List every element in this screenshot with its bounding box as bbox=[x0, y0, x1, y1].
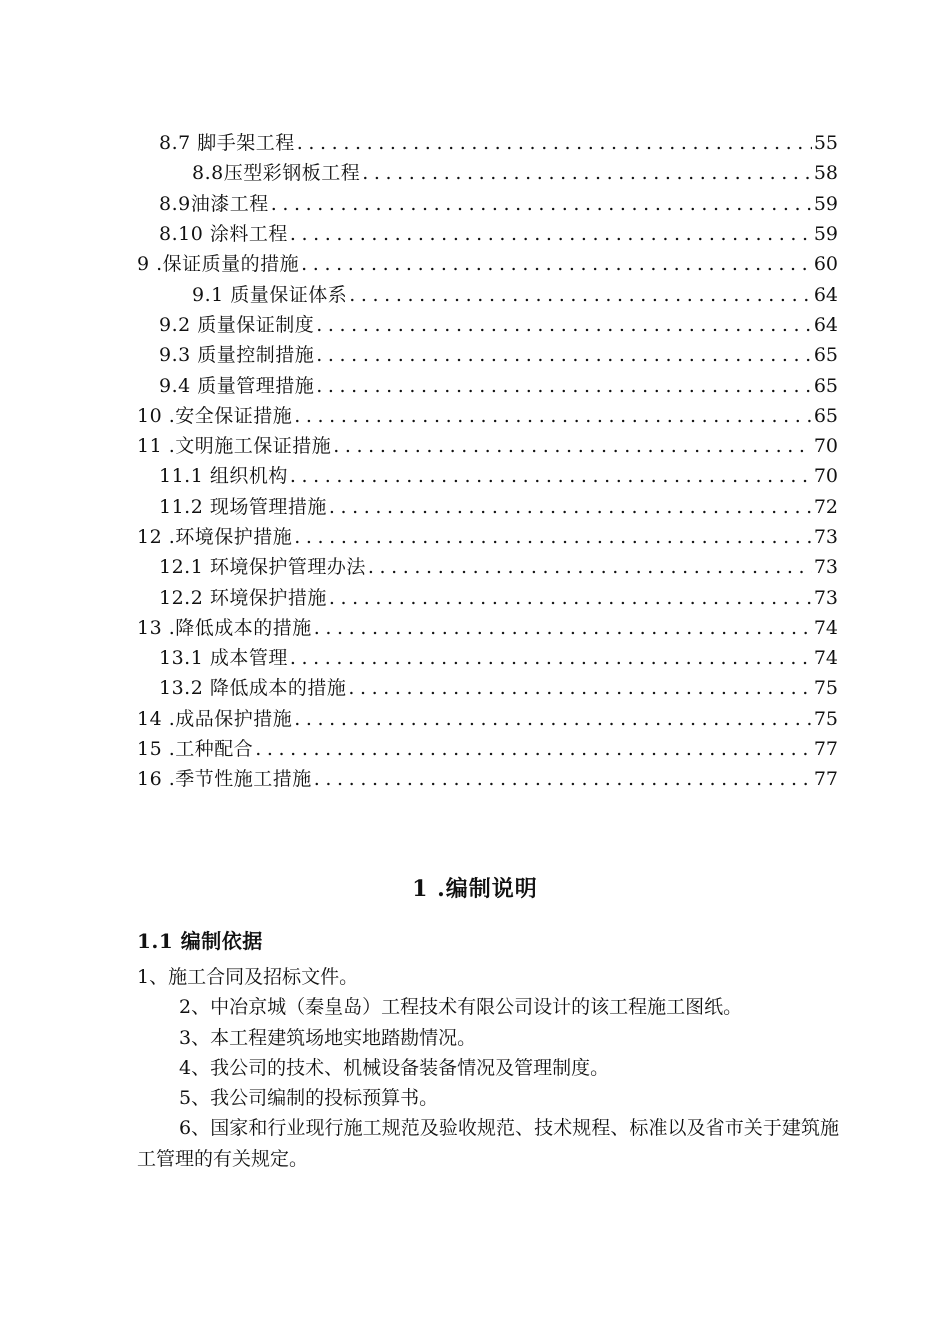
toc-entry[interactable] bbox=[137, 492, 838, 522]
toc-leader-dots bbox=[329, 583, 812, 613]
toc-entry[interactable] bbox=[137, 128, 838, 158]
toc-entry-title: 10 .安全保证措施 bbox=[137, 404, 293, 427]
chapter-title: 1 .编制说明 bbox=[412, 876, 538, 902]
toc-leader-dots bbox=[294, 522, 812, 552]
toc-leader-dots bbox=[290, 219, 812, 249]
basis-item: 5、我公司编制的投标预算书。 bbox=[179, 1087, 439, 1110]
toc-entry-title: 15 .工种配合 bbox=[137, 738, 254, 761]
toc-leader-dots bbox=[290, 643, 812, 673]
toc-entry-title: 13.2 降低成本的措施 bbox=[159, 677, 347, 700]
toc-entry-page: 55 bbox=[813, 132, 838, 155]
toc-entry-title: 9.1 质量保证体系 bbox=[192, 283, 348, 306]
toc-entry-title: 9.2 质量保证制度 bbox=[159, 313, 315, 336]
toc-leader-dots bbox=[294, 704, 812, 734]
toc-entry-title: 8.8压型彩钢板工程 bbox=[192, 162, 361, 185]
toc-entry-page: 65 bbox=[813, 374, 838, 397]
toc-entry[interactable] bbox=[137, 764, 838, 794]
toc-leader-dots bbox=[290, 461, 812, 491]
toc-entry-page: 65 bbox=[813, 404, 838, 427]
toc-leader-dots bbox=[349, 280, 812, 310]
toc-entry[interactable] bbox=[137, 704, 838, 734]
basis-item: 3、本工程建筑场地实地踏勘情况。 bbox=[179, 1026, 477, 1049]
toc-leader-dots bbox=[329, 492, 812, 522]
toc-leader-dots bbox=[314, 613, 812, 643]
toc-entry[interactable] bbox=[137, 522, 838, 552]
toc-leader-dots bbox=[301, 249, 812, 279]
toc-entry-page: 70 bbox=[813, 465, 838, 488]
toc-entry[interactable] bbox=[137, 673, 838, 703]
section-body bbox=[137, 962, 839, 1174]
toc-entry-title: 12.1 环境保护管理办法 bbox=[159, 556, 366, 579]
toc-entry[interactable] bbox=[137, 279, 838, 309]
toc-entry-page: 64 bbox=[813, 283, 838, 306]
toc-entry[interactable] bbox=[137, 401, 838, 431]
toc-entry[interactable] bbox=[137, 219, 838, 249]
toc-entry[interactable] bbox=[137, 461, 838, 491]
toc-leader-dots bbox=[333, 431, 812, 461]
toc-entry-page: 73 bbox=[813, 556, 838, 579]
toc-entry[interactable] bbox=[137, 431, 838, 461]
toc-entry-page: 70 bbox=[813, 435, 838, 458]
toc-entry-title: 11.2 现场管理措施 bbox=[159, 495, 327, 518]
toc-entry-page: 58 bbox=[813, 162, 838, 185]
toc-leader-dots bbox=[314, 764, 812, 794]
toc-leader-dots bbox=[294, 401, 812, 431]
toc-entry-title: 11 .文明施工保证措施 bbox=[137, 435, 332, 458]
toc-leader-dots bbox=[348, 673, 811, 703]
toc-leader-dots bbox=[362, 158, 812, 188]
toc-entry[interactable] bbox=[137, 310, 838, 340]
basis-item: 2、中冶京城（秦皇岛）工程技术有限公司设计的该工程施工图纸。 bbox=[179, 996, 743, 1019]
toc-entry-page: 60 bbox=[813, 253, 838, 276]
toc-entry[interactable] bbox=[137, 552, 838, 582]
toc-entry[interactable] bbox=[137, 734, 838, 764]
toc-entry[interactable] bbox=[137, 643, 838, 673]
section-title: 1.1 编制依据 bbox=[137, 929, 263, 953]
basis-item: 4、我公司的技术、机械设备装备情况及管理制度。 bbox=[179, 1056, 610, 1079]
toc-entry-title: 12.2 环境保护措施 bbox=[159, 586, 327, 609]
toc-entry-page: 74 bbox=[813, 616, 838, 639]
table-of-contents bbox=[137, 128, 838, 795]
toc-entry-page: 75 bbox=[813, 707, 838, 730]
toc-entry-title: 9.4 质量管理措施 bbox=[159, 374, 315, 397]
toc-entry-title: 14 .成品保护措施 bbox=[137, 707, 293, 730]
toc-entry-page: 64 bbox=[813, 313, 838, 336]
toc-entry-title: 13 .降低成本的措施 bbox=[137, 616, 312, 639]
toc-entry[interactable] bbox=[137, 249, 838, 279]
toc-leader-dots bbox=[316, 371, 812, 401]
toc-entry-title: 16 .季节性施工措施 bbox=[137, 768, 312, 791]
toc-entry-page: 73 bbox=[813, 526, 838, 548]
toc-leader-dots bbox=[368, 552, 812, 582]
toc-entry-title: 13.1 成本管理 bbox=[159, 647, 288, 670]
toc-leader-dots bbox=[297, 128, 812, 158]
toc-leader-dots bbox=[271, 189, 812, 219]
toc-entry-page: 72 bbox=[813, 495, 838, 518]
basis-item: 1、施工合同及招标文件。 bbox=[137, 966, 359, 988]
toc-entry-title: 9 .保证质量的措施 bbox=[137, 253, 300, 276]
toc-entry[interactable] bbox=[137, 340, 838, 370]
toc-entry-title: 12 .环境保护措施 bbox=[137, 526, 293, 548]
toc-leader-dots bbox=[316, 340, 812, 370]
toc-entry-page: 59 bbox=[813, 223, 838, 246]
toc-entry[interactable] bbox=[137, 158, 838, 188]
toc-entry-title: 9.3 质量控制措施 bbox=[159, 344, 315, 367]
toc-entry-title: 11.1 组织机构 bbox=[159, 465, 288, 488]
toc-leader-dots bbox=[316, 310, 812, 340]
toc-entry-page: 59 bbox=[813, 192, 838, 215]
toc-entry-page: 75 bbox=[813, 677, 838, 700]
toc-entry[interactable] bbox=[137, 189, 838, 219]
toc-entry[interactable] bbox=[137, 370, 838, 400]
toc-entry-title: 8.9油漆工程 bbox=[159, 192, 269, 215]
toc-entry-page: 65 bbox=[813, 344, 838, 367]
toc-entry-page: 77 bbox=[813, 768, 838, 791]
toc-entry-title: 8.7 脚手架工程 bbox=[159, 132, 295, 155]
toc-entry-page: 77 bbox=[813, 738, 838, 761]
toc-leader-dots bbox=[255, 734, 812, 764]
toc-entry-title: 8.10 涂料工程 bbox=[159, 223, 288, 246]
toc-entry-page: 73 bbox=[813, 586, 838, 609]
toc-entry[interactable] bbox=[137, 582, 838, 612]
toc-entry[interactable] bbox=[137, 613, 838, 643]
toc-entry-page: 74 bbox=[813, 647, 838, 670]
basis-item: 6、国家和行业现行施工规范及验收规范、技术规程、标准以及省市关于建筑施工管理的有关规定。 bbox=[137, 1117, 839, 1170]
